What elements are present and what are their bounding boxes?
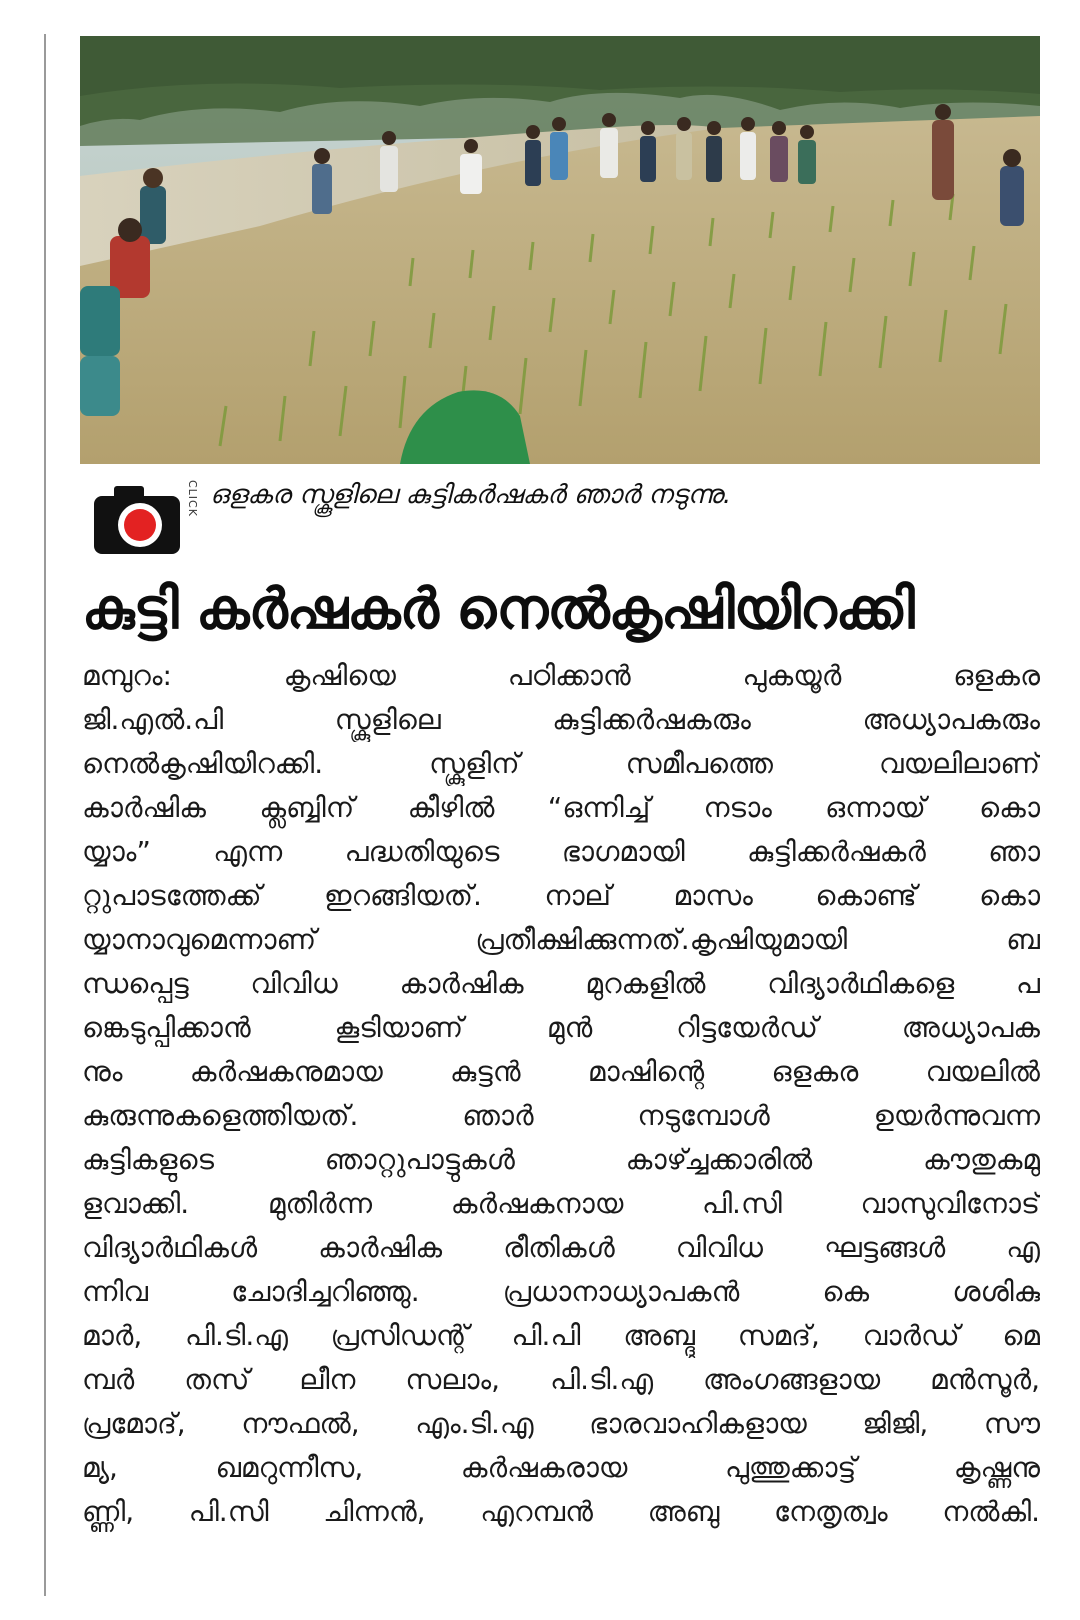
news-photo <box>80 36 1040 464</box>
body-line: മാർ, പി.ടി.എ പ്രസിഡന്റ് പി.പി അബ്ദു സമദ്, വാർഡ് മെ <box>82 1319 1040 1352</box>
camera-badge-label: CLICK <box>186 480 199 517</box>
body-line: വിദ്യാർഥികൾ കാർഷിക രീതികൾ വിവിധ ഘട്ടങ്ങൾ എ <box>82 1231 1040 1264</box>
body-line: നെൽകൃഷിയിറക്കി. സ്കൂളിന് സമീപത്തെ വയലിലാണ് <box>82 747 1040 780</box>
body-line: മ്യ, ഖമറുന്നീസ, കർഷകരായ പുത്തുക്കാട്ട് കൃഷ്ണനു <box>82 1451 1040 1484</box>
body-line: മമ്പുറം: കൃഷിയെ പഠിക്കാൻ പുകയൂർ ഒളകര <box>82 659 1040 692</box>
body-line: ണ്ണി, പി.സി ചിന്നൻ, എറമ്പൻ അബു നേതൃത്വം നൽകി. <box>82 1495 1040 1528</box>
body-line: ങ്കെടുപ്പിക്കാൻ കൂടിയാണ് മുൻ റിട്ടയേർഡ് അധ്യാപക <box>82 1011 1040 1044</box>
body-line: യ്യാനാവുമെന്നാണ് പ്രതീക്ഷിക്കുന്നത്.കൃഷിയുമായി ബ <box>82 923 1040 956</box>
article-body <box>82 654 1040 1534</box>
body-line: യ്യാം” എന്ന പദ്ധതിയുടെ ഭാഗമായി കുട്ടിക്കർഷകർ ഞാ <box>82 835 1040 868</box>
body-line: ന്ധപ്പെട്ട വിവിധ കാർഷിക മുറകളിൽ വിദ്യാർഥികളെ പ <box>82 967 1040 1000</box>
headline: കുട്ടി കർഷകർ നെൽകൃഷിയിറക്കി <box>82 577 914 642</box>
body-line: കുട്ടികളുടെ ഞാറ്റുപാട്ടുകൾ കാഴ്ച്ചക്കാരിൽ കൗതുകമു <box>82 1143 1040 1176</box>
body-line: മ്പർ തസ് ലീന സലാം, പി.ടി.എ അംഗങ്ങളായ മൻസൂർ, <box>82 1363 1040 1396</box>
photo-caption-row <box>80 476 1040 556</box>
body-line: ന്നിവ ചോദിച്ചറിഞ്ഞു. പ്രധാനാധ്യാപകൻ കെ ശശികു <box>82 1275 1040 1308</box>
body-line: കാർഷിക ക്ലബ്ബിന് കീഴിൽ “ഒന്നിച്ച് നടാം ഒന്നായ് കൊ <box>82 791 1040 824</box>
camera-icon <box>92 482 184 556</box>
body-line: ജി.എൽ.പി സ്കൂളിലെ കുട്ടിക്കർഷകരും അധ്യാപകരും <box>82 703 1040 736</box>
body-line: കുരുന്നുകളെത്തിയത്. ഞാർ നടുമ്പോൾ ഉയർന്നുവന്ന <box>82 1099 1040 1132</box>
body-line: ളവാക്കി. മുതിർന്ന കർഷകനായ പി.സി വാസുവിനോട് <box>82 1187 1040 1220</box>
paddy-field-photo-icon <box>80 36 1040 464</box>
body-line: പ്രമോദ്, നൗഫൽ, എം.ടി.എ ഭാരവാഹികളായ ജിജി, സൗ <box>82 1407 1040 1440</box>
column-rule <box>44 34 46 1596</box>
body-line: നും കർഷകനുമായ കുട്ടൻ മാഷിന്റെ ഒളകര വയലിൽ <box>82 1055 1040 1088</box>
body-line: റ്റുപാടത്തേക്ക് ഇറങ്ങിയത്. നാല് മാസം കൊണ്ട് കൊ <box>82 879 1040 912</box>
photo-caption: ഒളകര സ്കൂളിലെ കുട്ടികർഷകർ ഞാർ നടുന്നു. <box>210 480 732 510</box>
